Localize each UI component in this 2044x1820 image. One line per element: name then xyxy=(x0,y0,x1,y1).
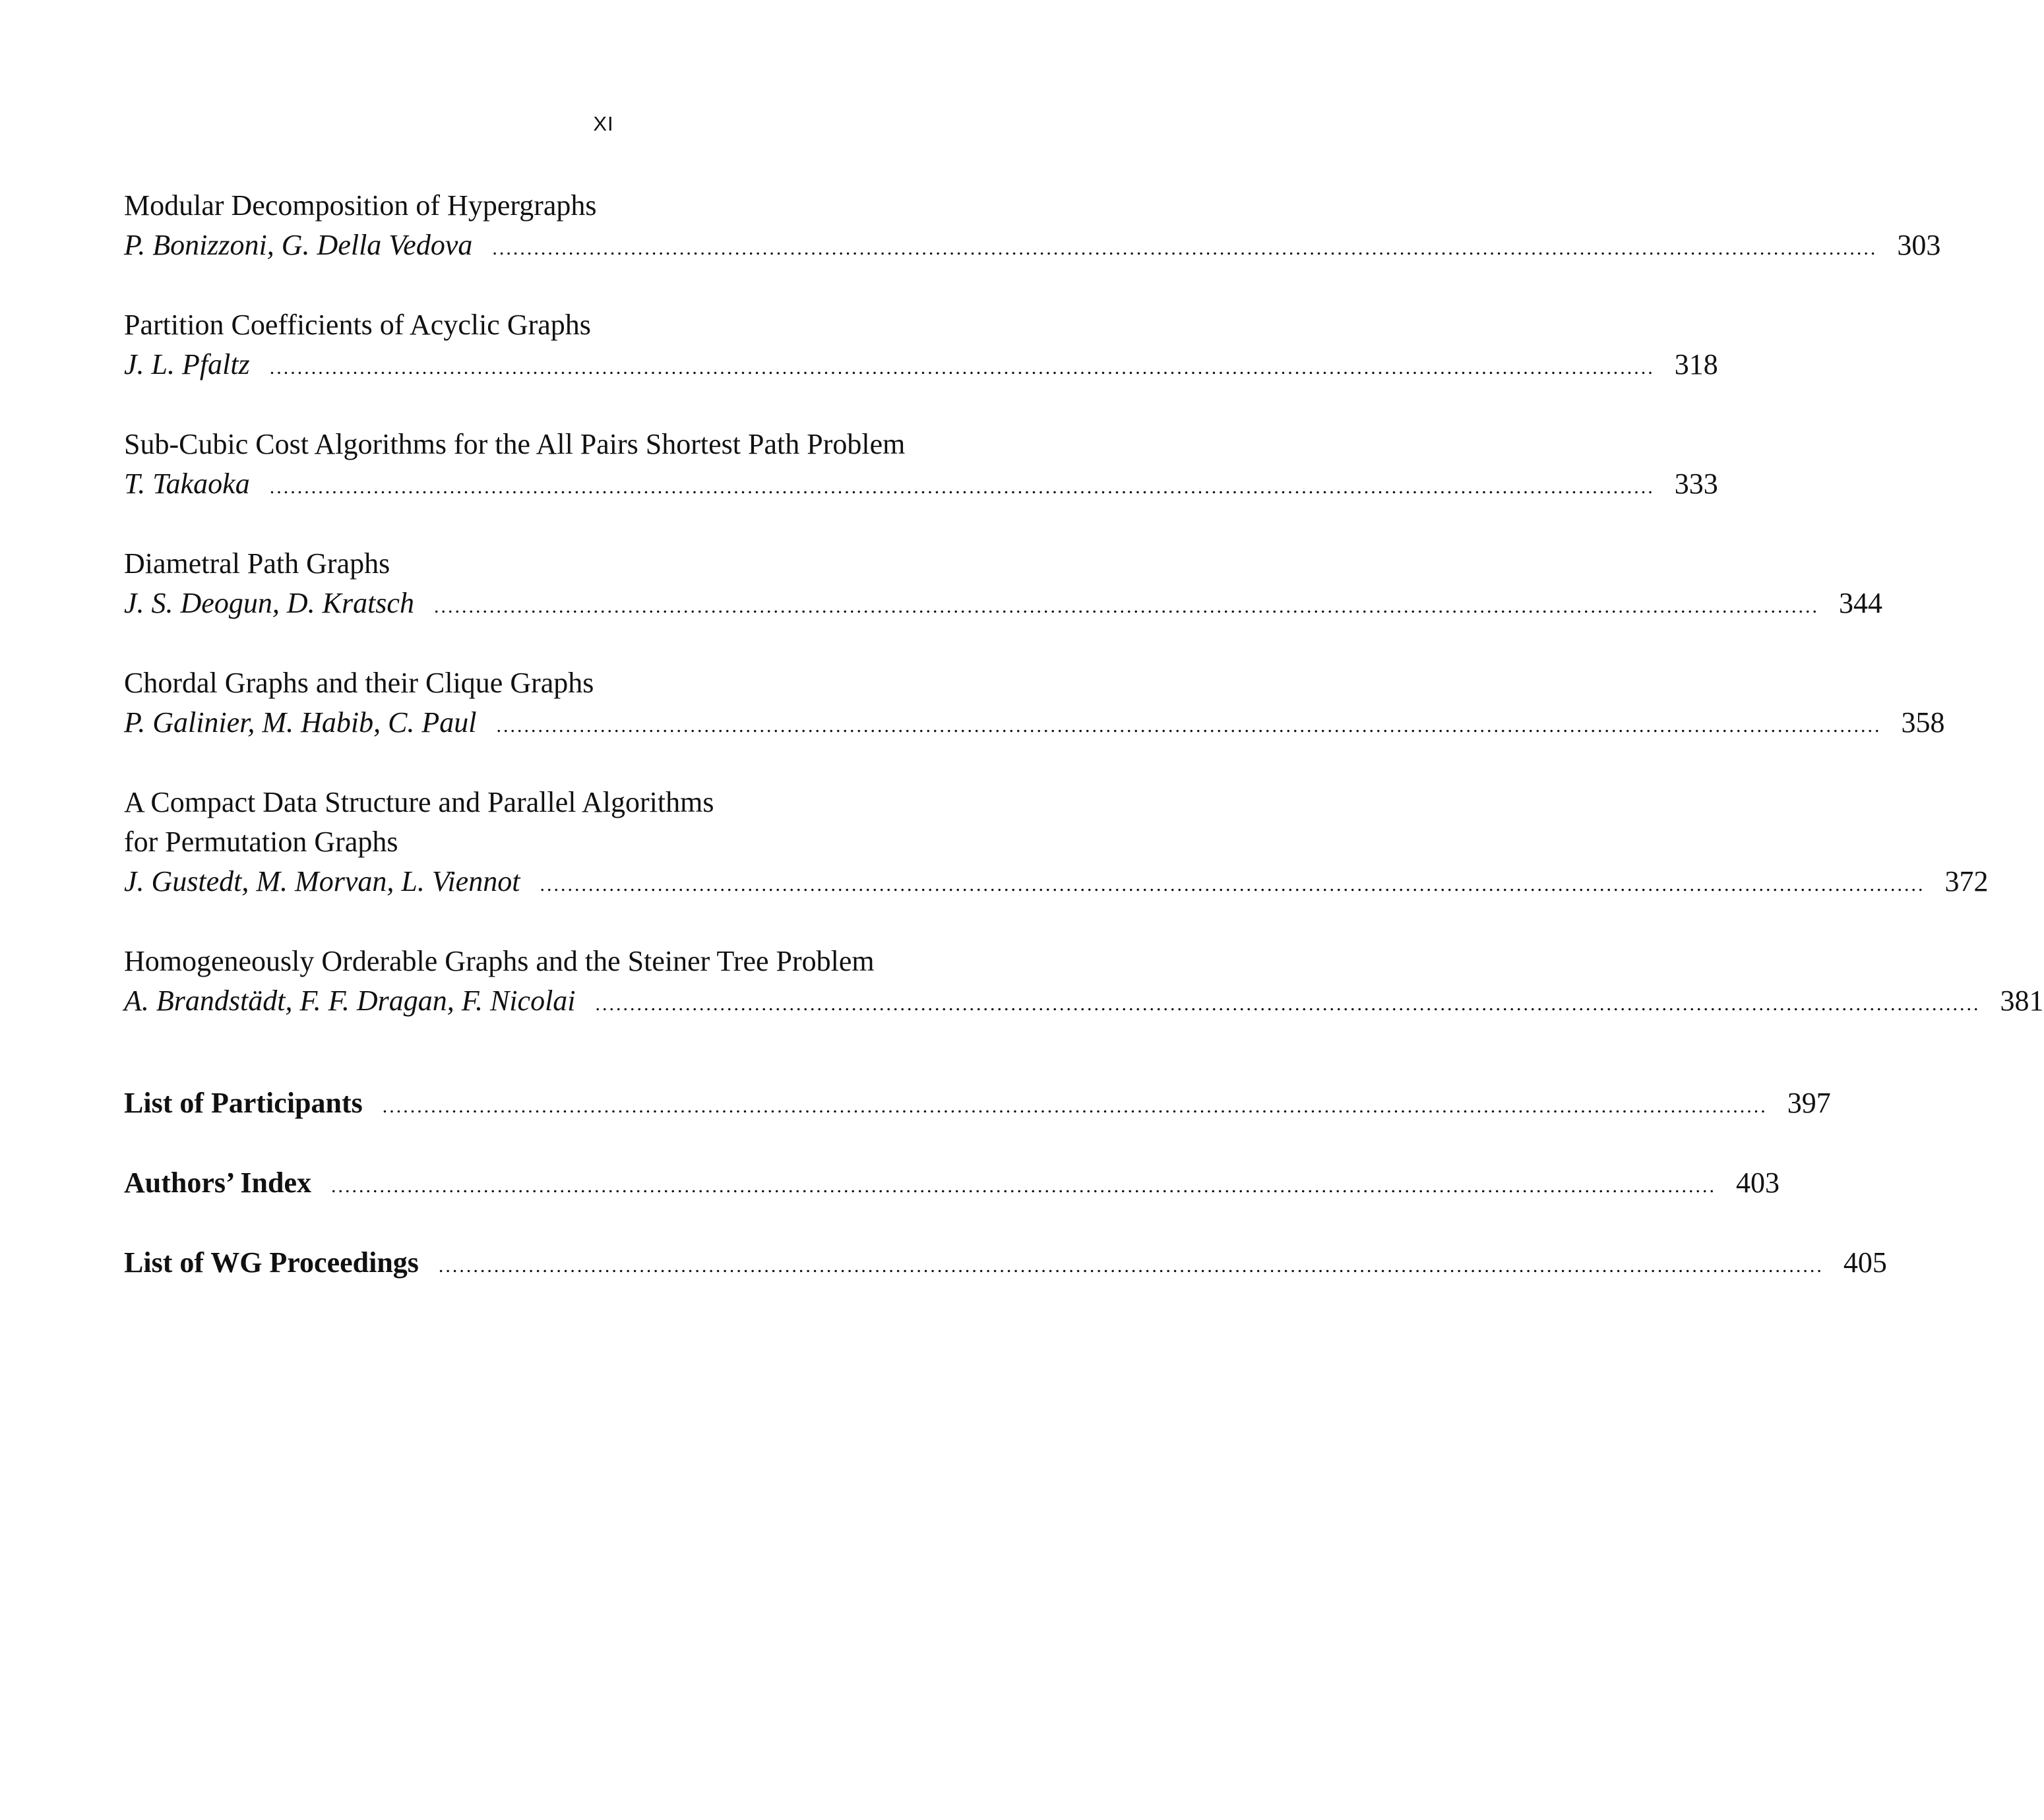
entry-title: Homogeneously Orderable Graphs and the Steiner Tree Problem xyxy=(124,945,875,977)
dot-leader: ........................................................................................................................................................................................................ xyxy=(433,595,1819,617)
entry-author-row xyxy=(124,464,1718,507)
entry-author-row xyxy=(124,584,1882,626)
back-matter-row xyxy=(124,1163,1780,1206)
dot-leader: ........................................................................................................................................................................................................ xyxy=(382,1095,1768,1117)
entry-title: Sub-Cubic Cost Algorithms for the All Pairs Shortest Path Problem xyxy=(124,428,906,460)
entry-page-number: 397 xyxy=(1787,1087,1831,1119)
entry-authors: J. L. Pfaltz xyxy=(124,348,250,380)
entry-authors: T. Takaoka xyxy=(124,468,250,500)
entry-author-row xyxy=(124,345,1718,388)
toc-entry[interactable] xyxy=(124,544,1882,626)
entry-author-row xyxy=(124,703,1945,746)
entry-authors: P. Galinier, M. Habib, C. Paul xyxy=(124,706,477,739)
entry-page-number: 344 xyxy=(1838,587,1882,619)
entry-author-row xyxy=(124,981,2044,1024)
dot-leader: ........................................................................................................................................................................................................ xyxy=(595,993,1981,1015)
entry-author-row xyxy=(124,862,1989,905)
toc-entry[interactable] xyxy=(124,783,1989,905)
toc-entry-wg-proceedings[interactable] xyxy=(124,1243,1887,1286)
toc-entry[interactable] xyxy=(124,305,1718,388)
entry-page-number: 405 xyxy=(1843,1246,1887,1279)
toc-entry[interactable] xyxy=(124,663,1945,746)
dot-leader: ........................................................................................................................................................................................................ xyxy=(438,1255,1824,1277)
entry-page-number: 403 xyxy=(1736,1167,1780,1199)
back-matter-label: Authors’ Index xyxy=(124,1167,312,1199)
entry-authors: J. Gustedt, M. Morvan, L. Viennot xyxy=(124,865,520,897)
entry-title: Modular Decomposition of Hypergraphs xyxy=(124,189,597,222)
dot-leader: ........................................................................................................................................................................................................ xyxy=(496,715,1882,737)
entry-page-number: 333 xyxy=(1674,468,1718,500)
dot-leader: ........................................................................................................................................................................................................ xyxy=(331,1175,1717,1197)
toc-entry-participants[interactable] xyxy=(124,1083,1831,1126)
entry-title: A Compact Data Structure and Parallel Algorithms xyxy=(124,786,714,818)
dot-leader: ........................................................................................................................................................................................................ xyxy=(492,237,1878,259)
entry-page-number: 381 xyxy=(2000,985,2044,1017)
dot-leader: ........................................................................................................................................................................................................ xyxy=(540,874,1925,895)
back-matter-label: List of Participants xyxy=(124,1087,363,1119)
toc-entry-authors-index[interactable] xyxy=(124,1163,1780,1206)
entry-title: Partition Coefficients of Acyclic Graphs xyxy=(124,309,591,341)
dot-leader: ........................................................................................................................................................................................................ xyxy=(269,357,1655,379)
toc-entry[interactable] xyxy=(124,425,1718,507)
toc-entry[interactable] xyxy=(124,186,1941,268)
back-matter-row xyxy=(124,1083,1831,1126)
back-matter-row xyxy=(124,1243,1887,1286)
entry-page-number: 372 xyxy=(1944,865,1989,897)
entry-authors: A. Brandstädt, F. F. Dragan, F. Nicolai xyxy=(124,985,576,1017)
dot-leader: ........................................................................................................................................................................................................ xyxy=(269,476,1655,498)
entry-author-row xyxy=(124,226,1941,268)
toc-entry[interactable] xyxy=(124,942,2044,1024)
entry-title: Diametral Path Graphs xyxy=(124,547,390,580)
entry-page-number: 358 xyxy=(1901,706,1945,739)
page-number: XI xyxy=(593,112,614,135)
entry-authors: J. S. Deogun, D. Kratsch xyxy=(124,587,414,619)
entry-page-number: 318 xyxy=(1674,348,1718,380)
back-matter-label: List of WG Proceedings xyxy=(124,1246,419,1279)
entry-page-number: 303 xyxy=(1897,229,1941,261)
entry-title-continuation: for Permutation Graphs xyxy=(124,826,398,858)
entry-authors: P. Bonizzoni, G. Della Vedova xyxy=(124,229,473,261)
entry-title: Chordal Graphs and their Clique Graphs xyxy=(124,667,594,699)
